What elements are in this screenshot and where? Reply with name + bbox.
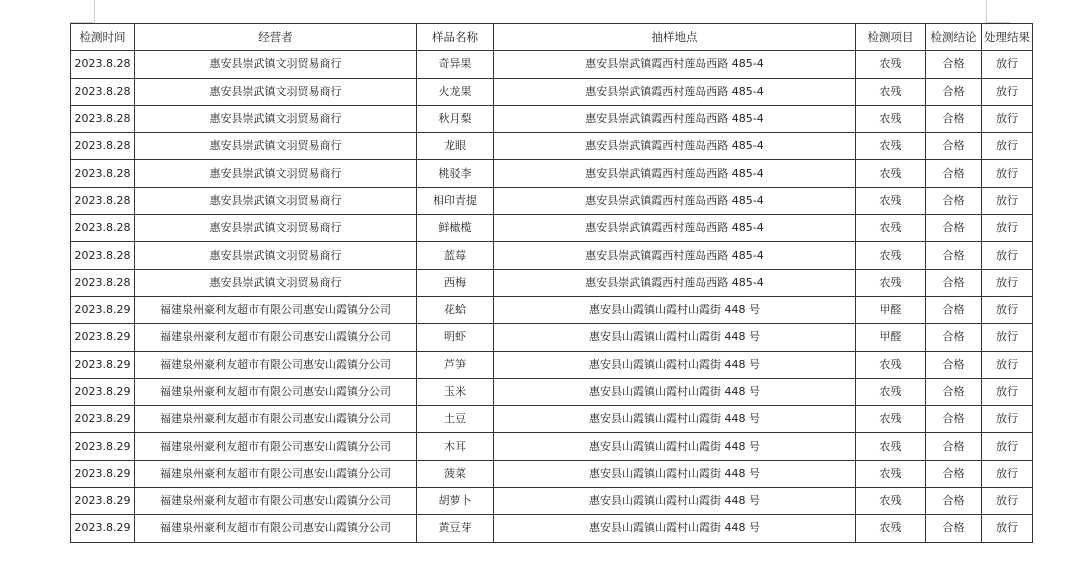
table-row xyxy=(71,433,1033,460)
header-cell-operator: 经营者 xyxy=(135,24,417,51)
cell-operator: 惠安县崇武镇文羽贸易商行 xyxy=(135,78,417,105)
cell-result: 放行 xyxy=(982,406,1033,433)
cell-conclusion: 合格 xyxy=(926,406,982,433)
cell-operator: 惠安县崇武镇文羽贸易商行 xyxy=(135,105,417,132)
cell-item: 农残 xyxy=(856,269,926,296)
cell-result: 放行 xyxy=(982,460,1033,487)
cell-sample: 花蛤 xyxy=(417,296,494,323)
cell-sample: 鲜橄榄 xyxy=(417,215,494,242)
cell-item: 甲醛 xyxy=(856,324,926,351)
cell-result: 放行 xyxy=(982,187,1033,214)
margin-corner-mark xyxy=(94,0,95,22)
cell-item: 农残 xyxy=(856,160,926,187)
cell-conclusion: 合格 xyxy=(926,378,982,405)
cell-operator: 福建泉州豪利友超市有限公司惠安山霞镇分公司 xyxy=(135,324,417,351)
cell-result: 放行 xyxy=(982,133,1033,160)
cell-sample: 玉米 xyxy=(417,378,494,405)
cell-operator: 福建泉州豪利友超市有限公司惠安山霞镇分公司 xyxy=(135,378,417,405)
cell-location: 惠安县崇武镇霞西村莲岛西路 485-4 xyxy=(494,187,856,214)
table-row xyxy=(71,51,1033,78)
table-row xyxy=(71,378,1033,405)
cell-item: 农残 xyxy=(856,242,926,269)
cell-operator: 福建泉州豪利友超市有限公司惠安山霞镇分公司 xyxy=(135,488,417,515)
table-row xyxy=(71,488,1033,515)
cell-location: 惠安县山霞镇山霞村山霞街 448 号 xyxy=(494,406,856,433)
header-cell-location: 抽样地点 xyxy=(494,24,856,51)
cell-conclusion: 合格 xyxy=(926,296,982,323)
cell-item: 甲醛 xyxy=(856,296,926,323)
table-body xyxy=(71,51,1033,542)
cell-result: 放行 xyxy=(982,78,1033,105)
cell-operator: 福建泉州豪利友超市有限公司惠安山霞镇分公司 xyxy=(135,433,417,460)
cell-operator: 惠安县崇武镇文羽贸易商行 xyxy=(135,160,417,187)
cell-operator: 惠安县崇武镇文羽贸易商行 xyxy=(135,242,417,269)
cell-conclusion: 合格 xyxy=(926,488,982,515)
cell-item: 农残 xyxy=(856,351,926,378)
header-cell-sample: 样品名称 xyxy=(417,24,494,51)
cell-conclusion: 合格 xyxy=(926,269,982,296)
cell-operator: 惠安县崇武镇文羽贸易商行 xyxy=(135,269,417,296)
cell-date: 2023.8.29 xyxy=(71,406,135,433)
cell-location: 惠安县崇武镇霞西村莲岛西路 485-4 xyxy=(494,269,856,296)
cell-result: 放行 xyxy=(982,215,1033,242)
cell-conclusion: 合格 xyxy=(926,133,982,160)
cell-date: 2023.8.28 xyxy=(71,187,135,214)
table-row xyxy=(71,133,1033,160)
cell-conclusion: 合格 xyxy=(926,460,982,487)
cell-conclusion: 合格 xyxy=(926,160,982,187)
cell-result: 放行 xyxy=(982,378,1033,405)
cell-location: 惠安县山霞镇山霞村山霞街 448 号 xyxy=(494,433,856,460)
cell-result: 放行 xyxy=(982,269,1033,296)
cell-sample: 胡萝卜 xyxy=(417,488,494,515)
table-row xyxy=(71,406,1033,433)
table-row xyxy=(71,351,1033,378)
cell-sample: 菠菜 xyxy=(417,460,494,487)
cell-conclusion: 合格 xyxy=(926,187,982,214)
cell-sample: 木耳 xyxy=(417,433,494,460)
cell-sample: 相印青提 xyxy=(417,187,494,214)
cell-sample: 黄豆芽 xyxy=(417,515,494,542)
cell-location: 惠安县山霞镇山霞村山霞街 448 号 xyxy=(494,460,856,487)
cell-item: 农残 xyxy=(856,460,926,487)
cell-date: 2023.8.28 xyxy=(71,133,135,160)
cell-result: 放行 xyxy=(982,242,1033,269)
cell-item: 农残 xyxy=(856,433,926,460)
table-row xyxy=(71,187,1033,214)
cell-item: 农残 xyxy=(856,488,926,515)
cell-item: 农残 xyxy=(856,406,926,433)
cell-operator: 惠安县崇武镇文羽贸易商行 xyxy=(135,51,417,78)
cell-sample: 土豆 xyxy=(417,406,494,433)
cell-operator: 福建泉州豪利友超市有限公司惠安山霞镇分公司 xyxy=(135,460,417,487)
cell-result: 放行 xyxy=(982,351,1033,378)
cell-sample: 秋月梨 xyxy=(417,105,494,132)
header-cell-result: 处理结果 xyxy=(982,24,1033,51)
table-row xyxy=(71,105,1033,132)
cell-conclusion: 合格 xyxy=(926,242,982,269)
cell-item: 农残 xyxy=(856,51,926,78)
cell-location: 惠安县山霞镇山霞村山霞街 448 号 xyxy=(494,488,856,515)
cell-operator: 福建泉州豪利友超市有限公司惠安山霞镇分公司 xyxy=(135,406,417,433)
cell-result: 放行 xyxy=(982,51,1033,78)
cell-location: 惠安县山霞镇山霞村山霞街 448 号 xyxy=(494,351,856,378)
cell-location: 惠安县崇武镇霞西村莲岛西路 485-4 xyxy=(494,105,856,132)
cell-item: 农残 xyxy=(856,515,926,542)
cell-sample: 奇异果 xyxy=(417,51,494,78)
cell-date: 2023.8.28 xyxy=(71,242,135,269)
cell-conclusion: 合格 xyxy=(926,433,982,460)
cell-operator: 福建泉州豪利友超市有限公司惠安山霞镇分公司 xyxy=(135,296,417,323)
cell-conclusion: 合格 xyxy=(926,324,982,351)
cell-result: 放行 xyxy=(982,324,1033,351)
table-header-row xyxy=(71,24,1033,51)
cell-sample: 龙眼 xyxy=(417,133,494,160)
cell-date: 2023.8.28 xyxy=(71,51,135,78)
cell-date: 2023.8.28 xyxy=(71,160,135,187)
cell-sample: 蓝莓 xyxy=(417,242,494,269)
cell-date: 2023.8.29 xyxy=(71,515,135,542)
cell-date: 2023.8.28 xyxy=(71,269,135,296)
cell-item: 农残 xyxy=(856,78,926,105)
cell-item: 农残 xyxy=(856,187,926,214)
cell-item: 农残 xyxy=(856,215,926,242)
cell-date: 2023.8.29 xyxy=(71,378,135,405)
table-row xyxy=(71,515,1033,542)
cell-date: 2023.8.28 xyxy=(71,215,135,242)
cell-location: 惠安县崇武镇霞西村莲岛西路 485-4 xyxy=(494,242,856,269)
table-row xyxy=(71,78,1033,105)
cell-sample: 桃驳李 xyxy=(417,160,494,187)
cell-location: 惠安县山霞镇山霞村山霞街 448 号 xyxy=(494,515,856,542)
cell-result: 放行 xyxy=(982,488,1033,515)
table-row xyxy=(71,215,1033,242)
cell-location: 惠安县崇武镇霞西村莲岛西路 485-4 xyxy=(494,51,856,78)
cell-date: 2023.8.28 xyxy=(71,78,135,105)
cell-sample: 芦笋 xyxy=(417,351,494,378)
cell-result: 放行 xyxy=(982,105,1033,132)
cell-operator: 惠安县崇武镇文羽贸易商行 xyxy=(135,133,417,160)
cell-date: 2023.8.29 xyxy=(71,488,135,515)
cell-date: 2023.8.29 xyxy=(71,324,135,351)
cell-location: 惠安县山霞镇山霞村山霞街 448 号 xyxy=(494,296,856,323)
cell-item: 农残 xyxy=(856,105,926,132)
cell-date: 2023.8.29 xyxy=(71,460,135,487)
cell-result: 放行 xyxy=(982,160,1033,187)
cell-location: 惠安县崇武镇霞西村莲岛西路 485-4 xyxy=(494,78,856,105)
table-row xyxy=(71,324,1033,351)
cell-location: 惠安县崇武镇霞西村莲岛西路 485-4 xyxy=(494,160,856,187)
cell-result: 放行 xyxy=(982,433,1033,460)
cell-date: 2023.8.28 xyxy=(71,105,135,132)
cell-location: 惠安县崇武镇霞西村莲岛西路 485-4 xyxy=(494,133,856,160)
table-row xyxy=(71,460,1033,487)
cell-conclusion: 合格 xyxy=(926,51,982,78)
inspection-table xyxy=(70,23,1033,543)
margin-corner-mark xyxy=(986,0,987,22)
cell-location: 惠安县山霞镇山霞村山霞街 448 号 xyxy=(494,378,856,405)
cell-operator: 惠安县崇武镇文羽贸易商行 xyxy=(135,187,417,214)
cell-conclusion: 合格 xyxy=(926,215,982,242)
table-row xyxy=(71,296,1033,323)
cell-conclusion: 合格 xyxy=(926,515,982,542)
cell-sample: 火龙果 xyxy=(417,78,494,105)
cell-date: 2023.8.29 xyxy=(71,296,135,323)
table-row xyxy=(71,160,1033,187)
cell-location: 惠安县山霞镇山霞村山霞街 448 号 xyxy=(494,324,856,351)
table-row xyxy=(71,269,1033,296)
cell-conclusion: 合格 xyxy=(926,351,982,378)
cell-item: 农残 xyxy=(856,378,926,405)
cell-result: 放行 xyxy=(982,515,1033,542)
cell-conclusion: 合格 xyxy=(926,105,982,132)
cell-operator: 惠安县崇武镇文羽贸易商行 xyxy=(135,215,417,242)
cell-item: 农残 xyxy=(856,133,926,160)
header-cell-conclusion: 检测结论 xyxy=(926,24,982,51)
cell-sample: 明虾 xyxy=(417,324,494,351)
cell-location: 惠安县崇武镇霞西村莲岛西路 485-4 xyxy=(494,215,856,242)
cell-date: 2023.8.29 xyxy=(71,351,135,378)
cell-operator: 福建泉州豪利友超市有限公司惠安山霞镇分公司 xyxy=(135,351,417,378)
cell-operator: 福建泉州豪利友超市有限公司惠安山霞镇分公司 xyxy=(135,515,417,542)
cell-sample: 西梅 xyxy=(417,269,494,296)
header-cell-item: 检测项目 xyxy=(856,24,926,51)
cell-result: 放行 xyxy=(982,296,1033,323)
table-row xyxy=(71,242,1033,269)
cell-conclusion: 合格 xyxy=(926,78,982,105)
cell-date: 2023.8.29 xyxy=(71,433,135,460)
header-cell-date: 检测时间 xyxy=(71,24,135,51)
